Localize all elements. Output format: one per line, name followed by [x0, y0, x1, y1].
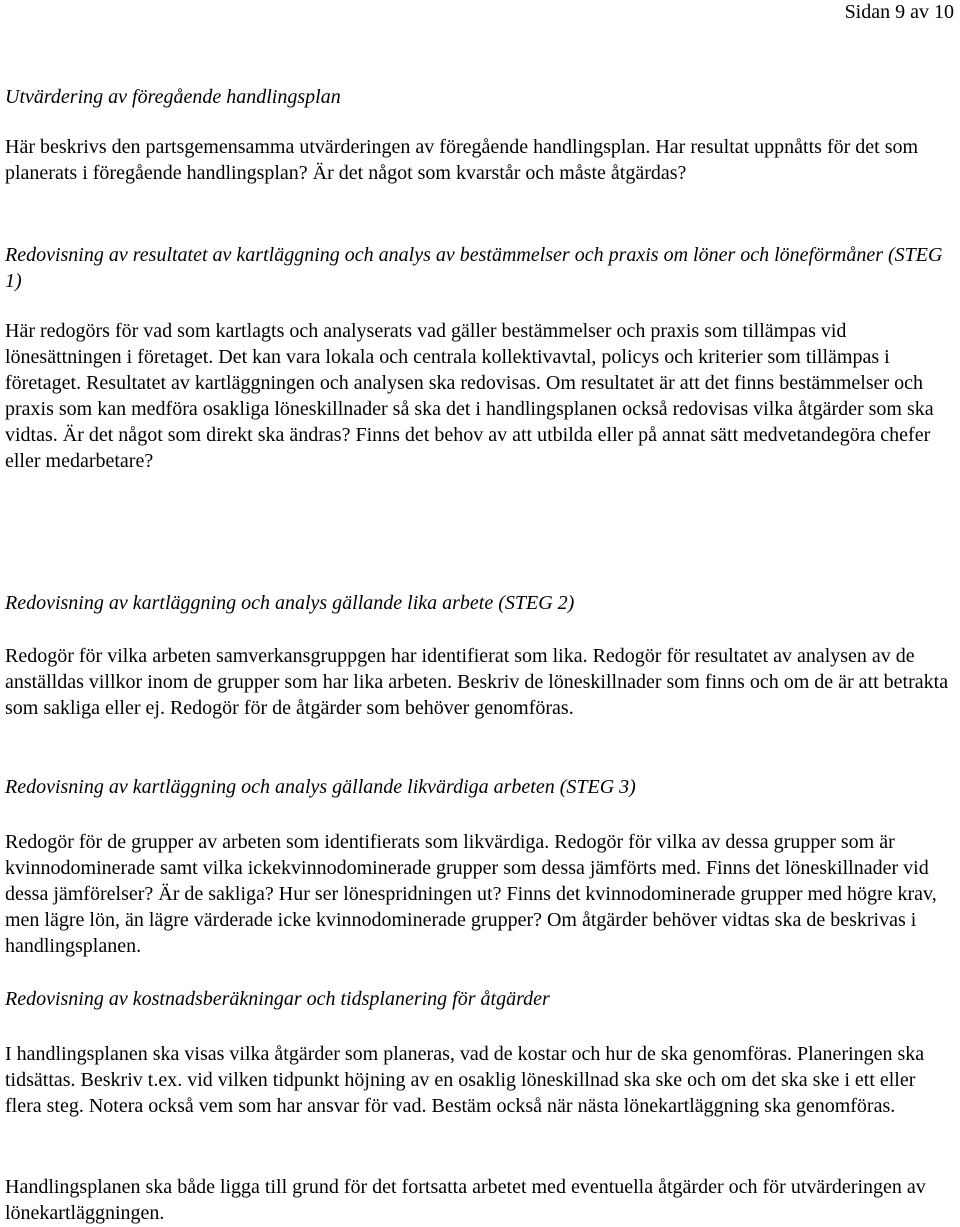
section-heading-step-3: Redovisning av kartläggning och analys gällande likvärdiga arbeten (STEG 3)	[5, 776, 636, 798]
section-heading-evaluation: Utvärdering av föregående handlingsplan	[5, 86, 341, 108]
section-body-step-2: Redogör för vilka arbeten samverkansgruppgen har identifierat som lika. Redogör för resultatet av analysen av de anställdas villkor inom de grupper som har lika arbeten. Beskriv de löneskillnader som finns och om de är att betrakta som sakliga eller ej. Redogör för de åtgärder som behöver genomföras.	[5, 645, 949, 719]
section-heading-step-1: Redovisning av resultatet av kartläggning och analys av bestämmelser och praxis om löner och löneförmåner (STEG 1)	[5, 244, 943, 292]
section-heading-costs: Redovisning av kostnadsberäkningar och tidsplanering för åtgärder	[5, 988, 550, 1010]
closing-paragraph: Handlingsplanen ska både ligga till grund för det fortsatta arbetet med eventuella åtgärder och för utvärderingen av lönekartläggningen.	[5, 1176, 926, 1224]
page-number: Sidan 9 av 10	[844, 1, 954, 23]
section-body-costs: I handlingsplanen ska visas vilka åtgärder som planeras, vad de kostar och hur de ska genomföras. Planeringen ska tidsättas. Beskriv t.ex. vid vilken tidpunkt höjning av en osaklig löneskillnad ska ske och om det ska ske i ett eller flera steg. Notera också vem som har ansvar för vad. Bestäm också när nästa lönekartläggning ska genomföras.	[5, 1043, 925, 1117]
section-heading-step-2: Redovisning av kartläggning och analys gällande lika arbete (STEG 2)	[5, 592, 575, 614]
section-body-step-3: Redogör för de grupper av arbeten som identifierats som likvärdiga. Redogör för vilka av dessa grupper som är kvinnodominerade samt vilka ickekvinnodominerade grupper som dessa jämförts med. Finns det löneskillnader vid dessa jämförelser? Är de sakliga? Hur ser lönespridningen ut? Finns det kvinnodominerade grupper med högre krav, men lägre lön, än lägre värderade icke kvinnodominerade grupper? Om åtgärder behöver vidtas ska de beskrivas i handlingsplanen.	[5, 831, 937, 957]
section-body-step-1: Här redogörs för vad som kartlagts och analyserats vad gäller bestämmelser och praxis som tillämpas vid lönesättningen i företaget. Det kan vara lokala och centrala kollektivavtal, policys och kriterier som tillämpas i företaget. Resultatet av kartläggningen och analysen ska redovisas. Om resultatet är att det finns bestämmelser och praxis som kan medföra osakliga löneskillnader så ska det i handlingsplanen också redovisas vilka åtgärder som ska vidtas. Är det något som direkt ska ändras? Finns det behov av att utbilda eller på annat sätt medvetandegöra chefer eller medarbetare?	[5, 320, 934, 472]
section-body-evaluation: Här beskrivs den partsgemensamma utvärderingen av föregående handlingsplan. Har resultat uppnåtts för det som planerats i föregående handlingsplan? Är det något som kvarstår och måste åtgärdas?	[5, 136, 919, 184]
